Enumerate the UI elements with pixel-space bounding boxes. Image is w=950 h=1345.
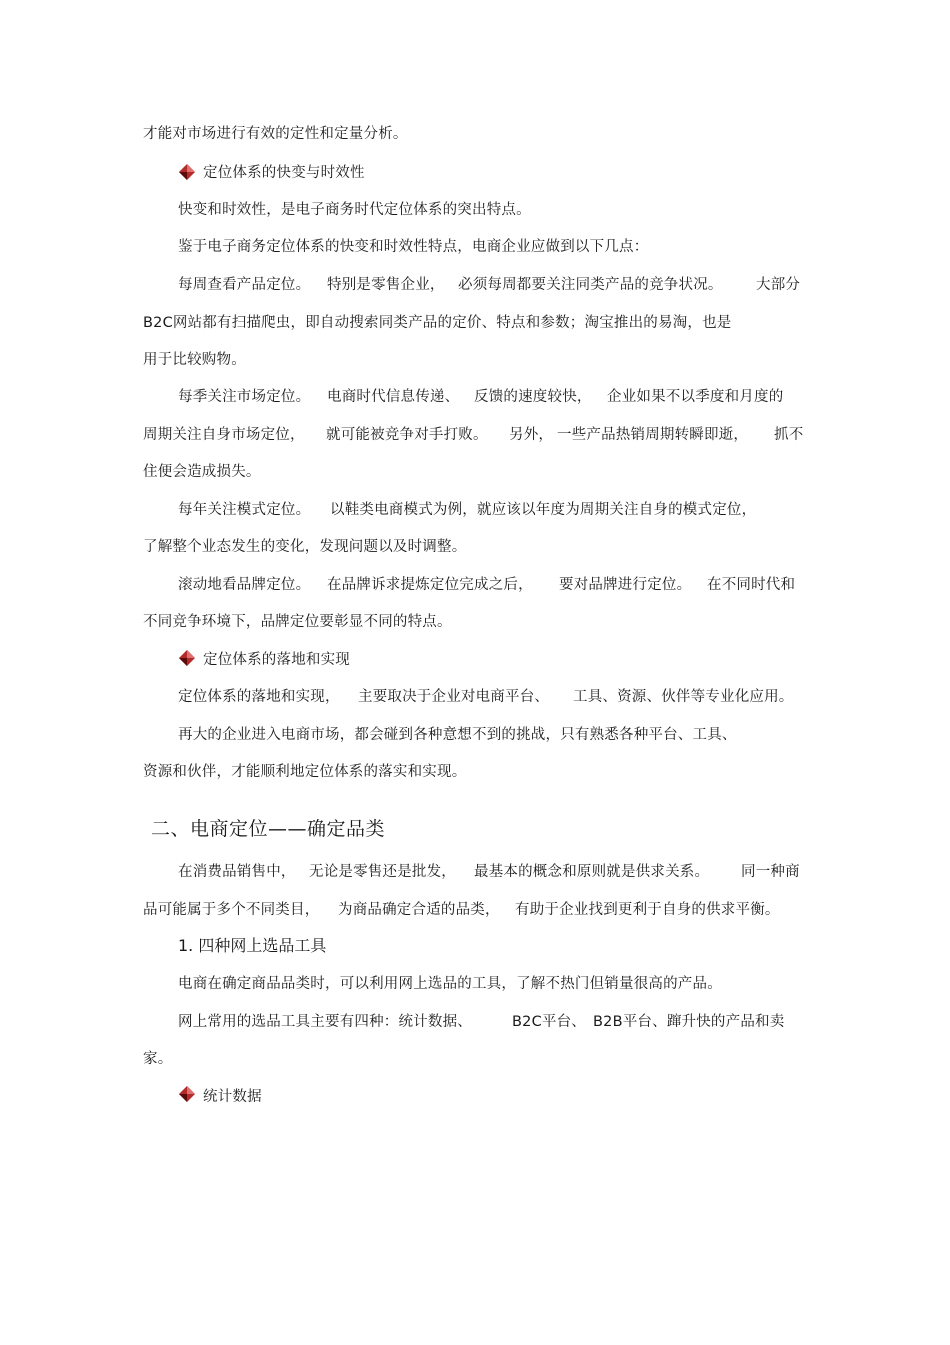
document-page: 才能对市场进行有效的定性和定量分析。 定位体系的快变与时效性 快变和时效性，是电子商务时代定位体系的突出特点。 鉴于电子商务定位体系的快变和时效性特点，电商企业应做到以下几点： 每周查看产品定位。 特别是零售企业， 必须每周都要关注同类产品的竞争状况。 大部分 B2C网站都有扫描爬虫，即自动搜索同类产品的定价、特点和参数；淘宝推出的易淘，也是 用于比较购物。 每季关注市场定位。 电商时代信息传递、 反馈的速度较快， 企业如果不以季度和月度的 周期关注自身市场定位， 就可能被竞争对手打败。 另外， 一些产品热销周期转瞬即逝， 抓不 住便会造成损失。 每年关注模式定位。 以鞋类电商模式为例，就应该以年度为周期关注自身的模式定位， 了解整个业态发生的变化，发现问题以及时调整。 滚动地看品牌定位。 在品牌诉求提炼定位完成之后， 要对品牌进行定位。 在不同时代和 不同竞争环境下，品牌定位要彰显不同的特点。 定位体系的落地和实现 定位体系的落地和实现， 主要取决于企业对电商平台、 工具、资源、伙伴等专业化应用。 再大的企业进入电商市场，都会碰到各种意想不到的挑战，只有熟悉各种平台、工具、 资源和伙伴，才能顺利地定位体系的落实和实现。 二、电商定位——确定品类 在消费品销售中， 无论是零售还是批发， 最基本的概念和原则就是供求关系。 同一种商 品可能属于多个不同类目， 为商品确定合适的品类， 有助于企业找到更利于自身的供求平衡。 1. 四种网上选品工具 电商在确定商品品类时，可以利用网上选品的工具，了解不热门但销量很高的产品。 网上常用的选品工具主要有四种：统计数据、 B2C平台、 B2B平台、蹿升快的产品和卖 家。 统计数据 [143, 126, 804, 1105]
diamond-bullet-icon [178, 1085, 196, 1103]
diamond-bullet-icon [178, 649, 196, 667]
diamond-bullet-icon [178, 163, 196, 181]
subsection-heading: 1. 四种网上选品工具 [178, 936, 327, 955]
section-heading: 二、电商定位——确定品类 [151, 818, 386, 840]
